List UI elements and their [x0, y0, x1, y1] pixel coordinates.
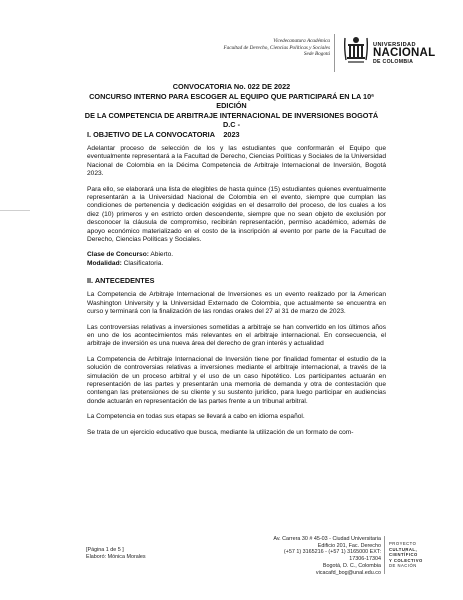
convocatoria-number: CONVOCATORIA No. 022 DE 2022 — [172, 82, 291, 91]
tag-line-2: CULTURAL, — [389, 546, 418, 552]
clase-label: Clase de Concurso: — [87, 251, 149, 259]
tag-line-1: PROYECTO — [389, 541, 417, 546]
university-seal-icon — [342, 32, 370, 66]
document-body — [87, 130, 386, 444]
tag-line-4: Y COLECTIVO — [389, 557, 423, 563]
brand-top: UNIVERSIDAD — [373, 42, 416, 48]
objetivo-paragraph-1: Adelantar proceso de selección de los y las estudiantes que conformarán el Equipo que eventualmente representará a la Facultad de Derecho, Ciencias Políticas y Sociales de la Universidad Nacional de Colombia en la Décima Competencia de Arbitraje Internacional de Inversión, Bogotá 2023. — [87, 145, 386, 178]
footer-left — [86, 547, 146, 561]
university-logo — [373, 42, 435, 65]
email-link[interactable]: vicacafd_bog@unal.edu.co — [315, 569, 381, 576]
antecedentes-paragraph-2: Las controversias relativas a inversiones sometidas a arbitraje se han convertido en los últimos años en uno de los acontecimientos más relevantes en el arbitraje internacional. En consecuencia, el arbitraje de inversión es una nueva área del derecho de gran interés y actualidad — [87, 323, 386, 348]
section-heading-antecedentes: II. ANTECEDENTES — [87, 276, 155, 286]
clase-concurso — [87, 251, 386, 259]
address-line-3: (+57 1) 3165216 - (+57 1) 3165000 EXT: 17306-17304 — [283, 549, 381, 563]
antecedentes-paragraph-4: La Competencia en todas sus etapas se llevará a cabo en idioma español. — [87, 413, 305, 421]
footer-tagline — [389, 541, 423, 569]
author-line: Elaboró: Mónica Morales — [86, 554, 146, 560]
antecedentes-paragraph-3: La Competencia de Arbitraje Internacional de Inversión tiene por finalidad fomentar el estudio de la solución de controversias relativas a inversiones mediante el arbitraje internacional, a través de la simulación de un proceso arbitral y el uso de un caso hipotético. Los participantes actuarán en representación de las partes y presentarán una memoria de demanda y otra de contestación que contengan las pretensiones de su cliente y su sustento jurídico, para luego participar en audiencias donde actuarán en representación de las partes frente a un tribunal arbitral. — [87, 355, 386, 405]
modalidad — [87, 260, 386, 268]
title-line-1: CONCURSO INTERNO PARA ESCOGER AL EQUIPO QUE PARTICIPARÁ EN LA 10ª EDICIÓN — [89, 92, 374, 111]
clase-value: Abierto. — [150, 251, 174, 259]
page-indicator: [Página 1 de 5 ] — [86, 547, 124, 553]
tag-line-3: CIENTÍFICO — [389, 552, 418, 558]
tag-line-5: DE NACIÓN — [389, 563, 417, 569]
modalidad-label: Modalidad: — [87, 259, 122, 267]
address-line-2: Edificio 201, Fac. Derecho — [317, 542, 381, 549]
objetivo-paragraph-2: Para ello, se elaborará una lista de elegibles de hasta quince (15) estudiantes quienes eventualmente representarán a la Universidad Nacional de Colombia en el evento, siempre que cumplan las condiciones de pertenencia y dedicación exigidas en el desarrollo del proceso, de los cuales a los diez (10) primeros y en estricto orden descendente, siempre que no sean objeto de exclusión por desconocer la cláusula de compromiso, recibirán representación, permiso académico, además de apoyo económico materializado en el costo de la inscripción al evento por parte de la Facultad de Derecho, Ciencias Políticas y Sociales. — [87, 185, 386, 244]
title-line-2: DE LA COMPETENCIA DE ARBITRAJE INTERNACIONAL DE INVERSIONES BOGOTÁ D.C - — [84, 110, 379, 130]
brand-main: NACIONAL — [373, 47, 436, 59]
header-line-1: Vicedecanatura Académica — [273, 38, 330, 44]
address-line-4: Bogotá, D. C., Colombia — [322, 562, 381, 569]
footer-divider — [384, 536, 385, 574]
antecedentes-paragraph-5: Se trata de un ejercicio educativo que busca, mediante la utilización de un formato de com- — [87, 428, 354, 436]
footer-address — [270, 536, 381, 576]
antecedentes-paragraph-1: La Competencia de Arbitraje Internacional de Inversiones es un evento realizado por la American Washington University y la Universidad Externado de Colombia, que actualmente se encuentra en curso y terminará con la finalización de las rondas orales del 27 al 31 de marzo de 2023. — [87, 291, 386, 316]
header-line-3: Sede Bogotá — [303, 51, 330, 58]
margin-mark — [0, 210, 30, 211]
header-divider — [334, 34, 335, 72]
header-line-2: Facultad de Derecho, Ciencias Políticas y Sociales — [223, 44, 330, 51]
section-heading-objetivo: I. OBJETIVO DE LA CONVOCATORIA — [87, 130, 215, 139]
modalidad-value: Clasificatoria. — [123, 259, 164, 267]
address-line-1: Av. Carrera 30 # 45-03 - Ciudad Universitaria — [273, 536, 381, 542]
brand-bottom: DE COLOMBIA — [373, 59, 414, 65]
header-faculty-block — [223, 38, 330, 58]
title-line-3: 2023 — [223, 129, 240, 139]
